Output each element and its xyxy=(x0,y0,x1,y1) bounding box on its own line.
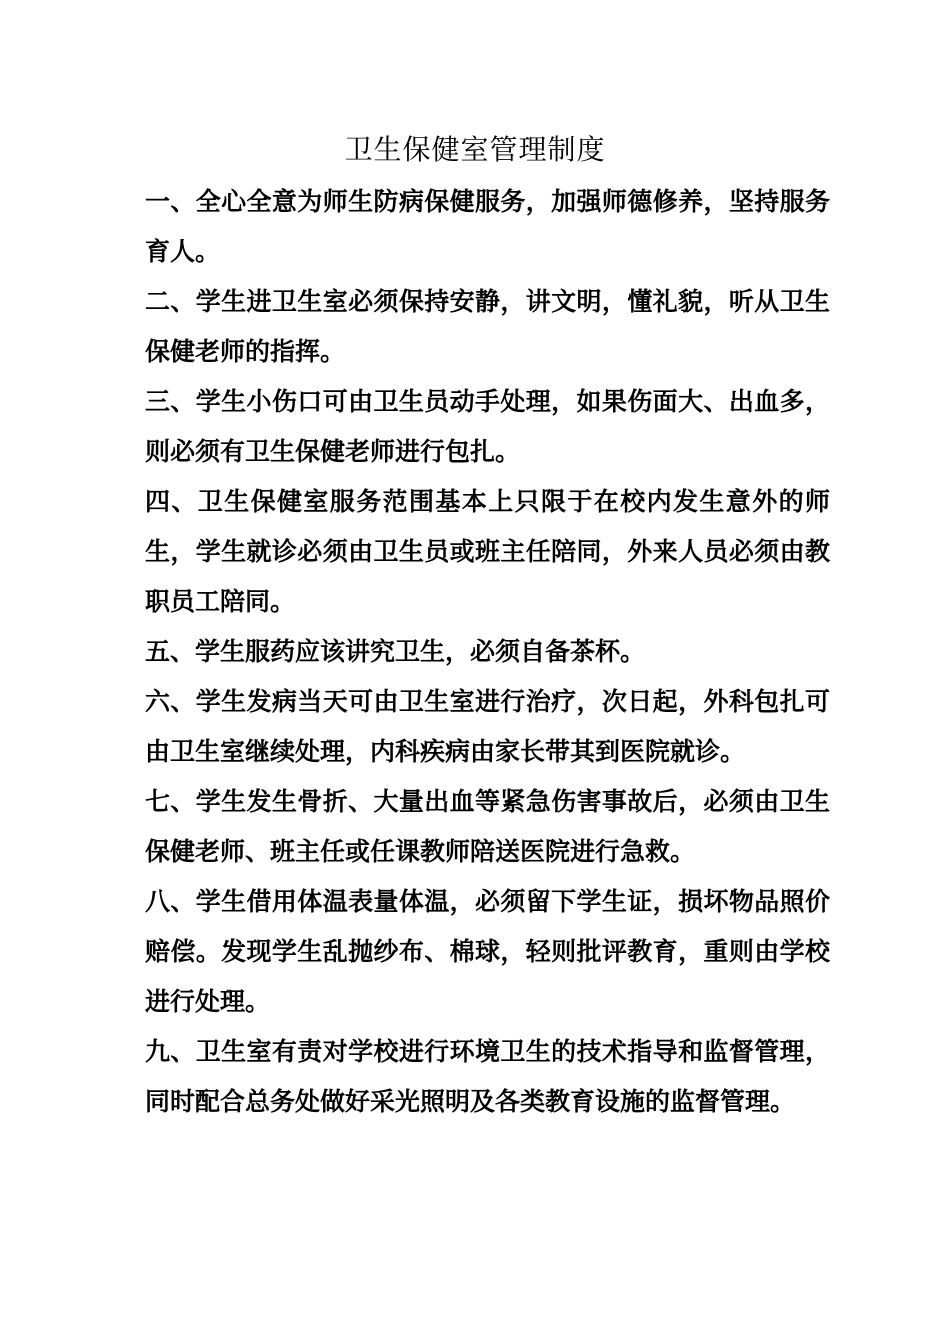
rule-paragraph-4: 四、卫生保健室服务范围基本上只限于在校内发生意外的师生，学生就诊必须由卫生员或班主任陪同，外来人员必须由教职员工陪同。 xyxy=(145,487,830,616)
rule-paragraph-3: 三、学生小伤口可由卫生员动手处理，如果伤面大、出血多，则必须有卫生保健老师进行包扎。 xyxy=(145,387,830,466)
document-title: 卫生保健室管理制度 xyxy=(344,133,606,166)
rule-paragraph-8: 八、学生借用体温表量体温，必须留下学生证，损坏物品照价赔偿。发现学生乱抛纱布、棉球，轻则批评教育，重则由学校进行处理。 xyxy=(145,887,830,1016)
rule-paragraph-5: 五、学生服药应该讲究卫生，必须自备茶杯。 xyxy=(145,637,646,666)
rule-paragraph-9: 九、卫生室有责对学校进行环境卫生的技术指导和监督管理，同时配合总务处做好采光照明及各类教育设施的监督管理。 xyxy=(145,1037,830,1116)
rule-paragraph-2: 二、学生进卫生室必须保持安静，讲文明，懂礼貌，听从卫生保健老师的指挥。 xyxy=(145,287,830,366)
document-body xyxy=(145,177,830,1127)
rule-paragraph-7: 七、学生发生骨折、大量出血等紧急伤害事故后，必须由卫生保健老师、班主任或任课教师陪送医院进行急救。 xyxy=(145,787,830,866)
rule-paragraph-6: 六、学生发病当天可由卫生室进行治疗，次日起，外科包扎可由卫生室继续处理，内科疾病由家长带其到医院就诊。 xyxy=(145,687,830,766)
rule-paragraph-1: 一、全心全意为师生防病保健服务，加强师德修养，坚持服务育人。 xyxy=(145,187,830,266)
